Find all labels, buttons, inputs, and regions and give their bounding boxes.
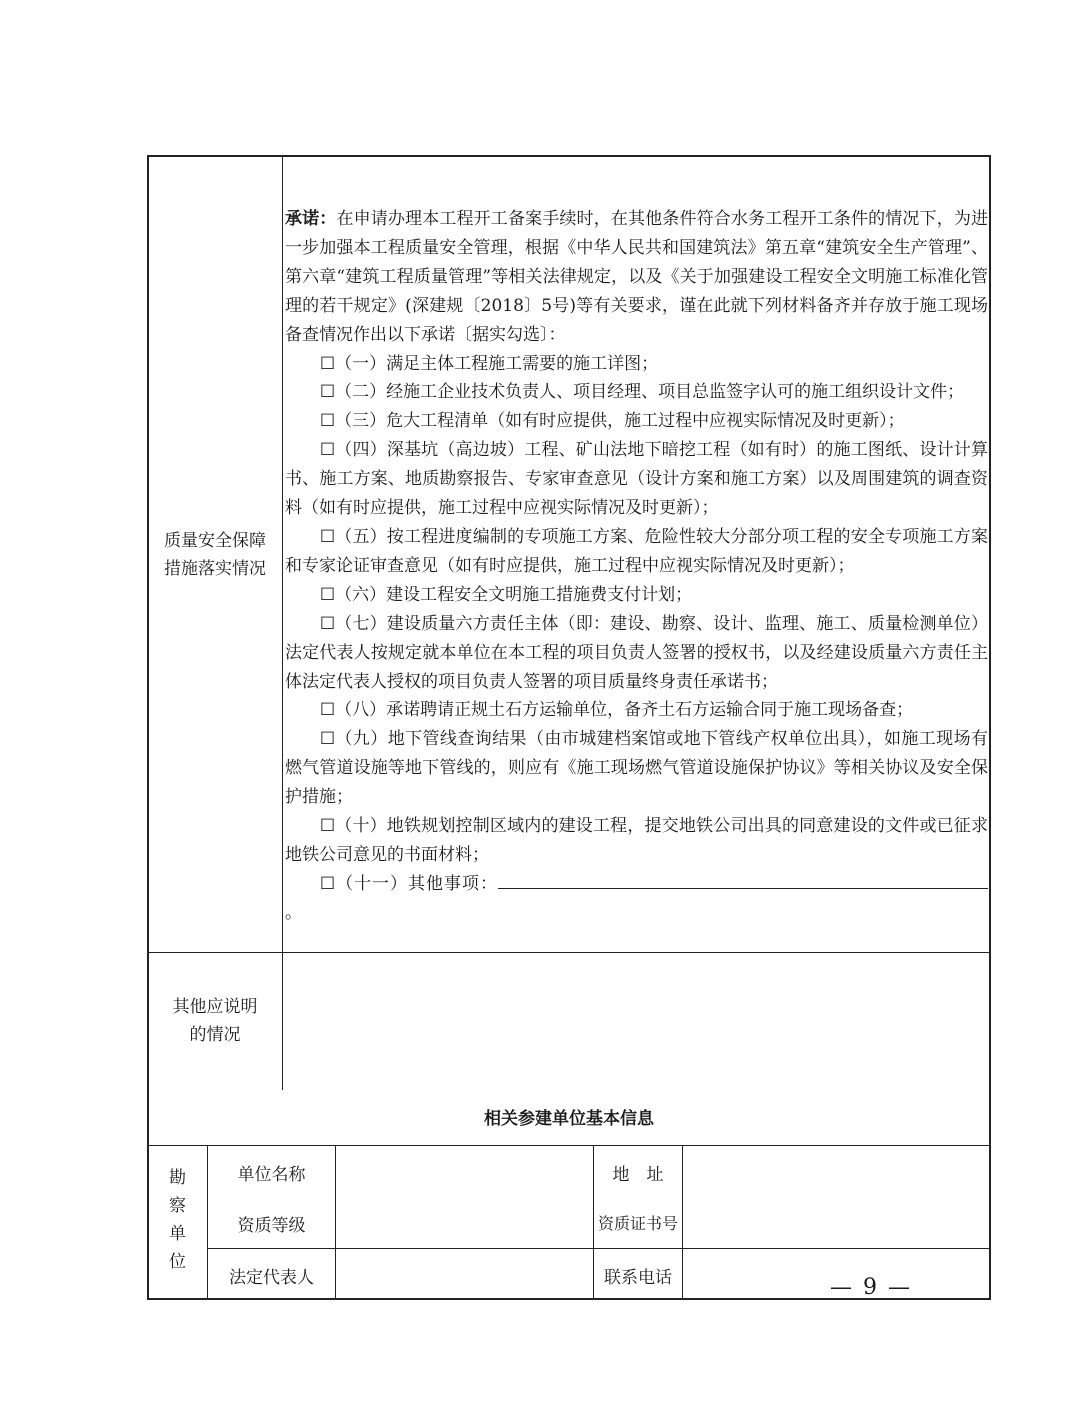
legal-rep-value-cell[interactable] xyxy=(336,1249,593,1299)
certificate-no-value-cell[interactable] xyxy=(683,1197,990,1248)
qualification-level-value-cell[interactable] xyxy=(336,1197,593,1248)
commitment-item: ☐（十）地铁规划控制区域内的建设工程，提交地铁公司出具的同意建设的文件或已征求地铁公司意见的书面材料； xyxy=(285,816,988,865)
page-number: — 9 — xyxy=(830,1275,912,1300)
survey-label-char: 单 xyxy=(169,1224,186,1244)
commitment-heading: 承诺： xyxy=(285,209,337,229)
other-label-line1: 其他应说明 xyxy=(172,997,258,1017)
survey-unit-label xyxy=(148,1164,207,1276)
commitment-item: ☐（七）建设质量六方责任主体（即：建设、勘察、设计、监理、施工、质量检测单位）法定代表人按规定就本单位在本工程的项目负责人签署的授权书，以及经建设质量六方责任主体法定代表人授权的项目负责人签署的项目质量终身责任承诺书； xyxy=(285,613,988,692)
other-label-line2: 的情况 xyxy=(189,1025,241,1045)
commitment-item: ☐（六）建设工程安全文明施工措施费支付计划； xyxy=(319,584,693,605)
qualification-level-label: 资质等级 xyxy=(237,1216,306,1236)
commitment-item: ☐（三）危大工程清单（如有时应提供，施工过程中应视实际情况及时更新）； xyxy=(319,411,905,432)
units-section-title: 相关参建单位基本信息 xyxy=(484,1109,654,1129)
quality-label-line2: 措施落实情况 xyxy=(164,559,266,579)
survey-label-char: 位 xyxy=(169,1252,186,1272)
other-item-suffix: 。 xyxy=(285,902,302,923)
survey-label-char: 察 xyxy=(169,1196,186,1216)
other-row-label xyxy=(150,993,280,1049)
address-label: 地 址 xyxy=(612,1165,664,1185)
label-column-divider xyxy=(282,156,283,1090)
phone-label: 联系电话 xyxy=(604,1268,672,1288)
certificate-no-label: 资质证书号 xyxy=(597,1214,678,1233)
commitment-item: ☐（四）深基坑（高边坡）工程、矿山法地下暗挖工程（如有时）的施工图纸、设计计算书、施工方案、地质勘察报告、专家审查意见（设计方案和施工方案）以及周围建筑的调查资料（如有时应提供，施工过程中应视实际情况及时更新）； xyxy=(285,440,988,519)
commitment-item: ☐（一）满足主体工程施工需要的施工详图； xyxy=(319,353,659,374)
other-item-prefix: ☐（十一）其他事项： xyxy=(319,873,498,894)
commitment-intro: 在申请办理本工程开工备案手续时，在其他条件符合水务工程开工条件的情况下，为进一步加强本工程质量安全管理，根据《中华人民共和国建筑法》第五章“建筑安全生产管理”、第六章“建筑工程质量管理”等相关法律规定，以及《关于加强建设工程安全文明施工标准化管理的若干规定》(深建规〔2018〕5号)等有关要求，谨在此就下列材料备齐并存放于施工现场备查情况作出以下承诺〔据实勾选〕： xyxy=(285,209,989,345)
address-value-cell[interactable] xyxy=(683,1146,990,1197)
other-item-blank[interactable] xyxy=(498,873,988,889)
quality-label-line1: 质量安全保障 xyxy=(164,531,266,551)
unit-name-value-cell[interactable] xyxy=(336,1146,593,1197)
quality-row-label xyxy=(150,527,280,583)
legal-rep-label: 法定代表人 xyxy=(229,1268,314,1288)
other-info-value-cell[interactable] xyxy=(283,953,990,1089)
commitment-text xyxy=(285,205,988,928)
commitment-item: ☐（八）承诺聘请正规土石方运输单位，备齐土石方运输合同于施工现场备查； xyxy=(319,700,914,721)
commitment-item: ☐（九）地下管线查询结果（由市城建档案馆或地下管线产权单位出具），如施工现场有燃气管道设施等地下管线的，则应有《施工现场燃气管道设施保护协议》等相关协议及安全保护措施； xyxy=(285,729,988,808)
commitment-item-other xyxy=(285,870,988,928)
commitment-item: ☐（二）经施工企业技术负责人、项目经理、项目总监签字认可的施工组织设计文件； xyxy=(319,382,965,403)
survey-label-char: 勘 xyxy=(169,1168,186,1188)
unit-name-label: 单位名称 xyxy=(237,1165,306,1185)
commitment-item: ☐（五）按工程进度编制的专项施工方案、危险性较大分部分项工程的安全专项施工方案和专家论证审查意见（如有时应提供，施工过程中应视实际情况及时更新）； xyxy=(285,526,988,576)
